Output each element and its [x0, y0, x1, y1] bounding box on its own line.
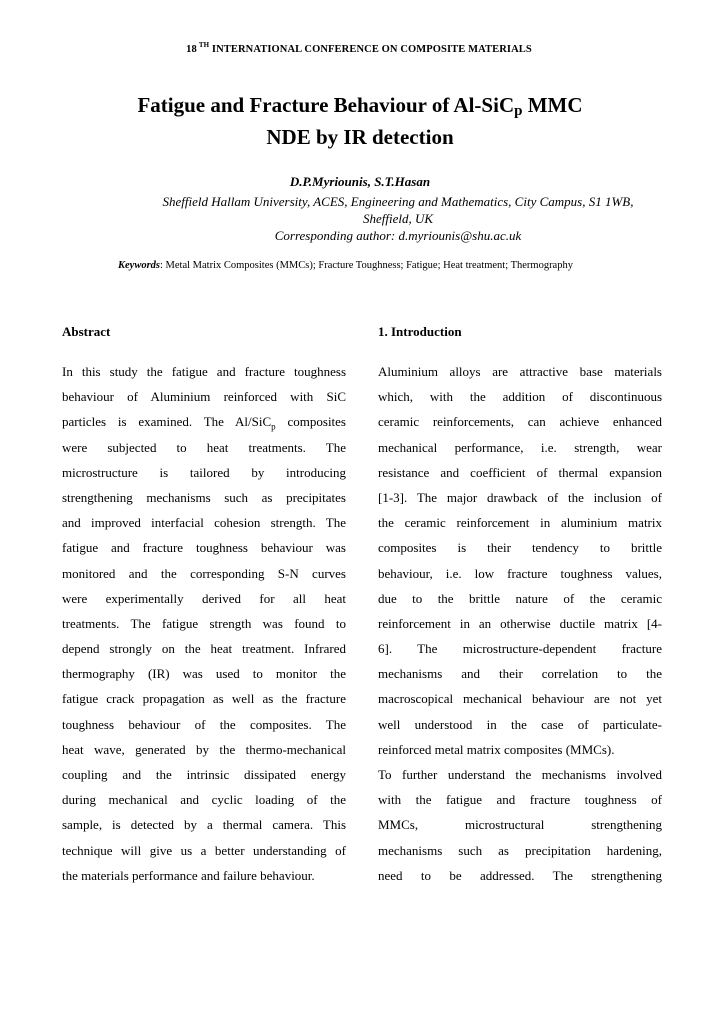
text-line: sample, is detected by a thermal camera. This	[62, 817, 346, 833]
text-line: were experimentally derived for all heat	[62, 590, 346, 606]
text-line: composites is their tendency to brittle	[378, 540, 662, 556]
text-line: strengthening mechanisms such as precipitates	[62, 489, 346, 505]
text-line: ceramic reinforcements, can achieve enhanced	[378, 414, 662, 430]
paper-title	[0, 92, 720, 150]
authors: D.P.Myriounis, S.T.Hasan	[289, 174, 431, 189]
keywords	[118, 260, 698, 271]
title-line-1	[0, 92, 720, 124]
introduction-body	[378, 359, 662, 888]
abstract-heading: Abstract	[62, 324, 111, 339]
title-subscript: p	[514, 103, 523, 119]
text-line: which, with the addition of discontinuous	[378, 389, 662, 405]
text-line: mechanical performance, i.e. strength, wear	[378, 439, 662, 455]
text-line: with the fatigue and fracture toughness of	[378, 792, 662, 808]
subscript: p	[271, 421, 276, 432]
text-line: monitored and the corresponding S-N curves	[62, 565, 346, 581]
text-fragment: particles is examined. The Al/SiC	[62, 414, 272, 430]
text-line: need to be addressed. The strengthening	[378, 867, 662, 883]
keywords-text: : Metal Matrix Composites (MMCs); Fracture Toughness; Fatigue; Heat treatment; Thermography	[160, 260, 573, 271]
abstract-body	[62, 359, 346, 888]
text-line: To further understand the mechanisms involved	[378, 767, 662, 782]
text-line	[62, 409, 346, 434]
text-line: Aluminium alloys are attractive base materials	[378, 364, 662, 379]
text-line: coupling and the intrinsic dissipated energy	[62, 767, 346, 782]
header-number: 18	[186, 44, 197, 55]
affiliation-line-2: Sheffield, UK	[362, 211, 434, 226]
text-line: treatments. The fatigue strength was found to	[62, 615, 346, 631]
corresponding-author: Corresponding author: d.myriounis@shu.ac.uk	[274, 228, 522, 243]
title-line-2: NDE by IR detection	[266, 125, 454, 149]
text-line: heat wave, generated by the thermo-mechanical	[62, 741, 346, 757]
abstract-section	[62, 322, 346, 888]
text-line: thermography (IR) was used to monitor the	[62, 666, 346, 682]
introduction-heading: 1. Introduction	[378, 324, 462, 339]
text-line: macroscopical mechanical behaviour are not yet	[378, 691, 662, 707]
text-line: MMCs, microstructural strengthening	[378, 817, 662, 833]
text-line: behaviour, i.e. low fracture toughness values,	[378, 565, 662, 581]
text-line: the materials performance and failure behaviour.	[62, 867, 315, 883]
title-line-1-prefix: Fatigue and Fracture Behaviour of Al-SiC	[137, 93, 515, 117]
affiliation-line-1: Sheffield Hallam University, ACES, Engineering and Mathematics, City Campus, S1 1WB,	[162, 194, 634, 209]
running-header	[0, 41, 720, 55]
text-line: mechanisms and their correlation to the	[378, 666, 662, 682]
text-fragment: composites	[275, 414, 346, 430]
text-line: reinforcement in an otherwise ductile matrix [4-	[378, 615, 662, 631]
text-line: resistance and coefficient of thermal expansion	[378, 464, 662, 480]
text-line: [1-3]. The major drawback of the inclusion of	[378, 489, 662, 505]
text-line: due to the brittle nature of the ceramic	[378, 590, 662, 606]
text-line: mechanisms such as precipitation hardening,	[378, 842, 662, 858]
header-superscript: TH	[198, 41, 210, 49]
text-line: reinforced metal matrix composites (MMCs).	[378, 741, 615, 757]
text-line: microstructure is tailored by introducing	[62, 464, 346, 480]
text-line: were subjected to heat treatments. The	[62, 439, 346, 455]
header-text: INTERNATIONAL CONFERENCE ON COMPOSITE MATERIALS	[209, 44, 532, 55]
text-line: In this study the fatigue and fracture toughness	[62, 364, 346, 379]
text-line: fatigue and fracture toughness behaviour was	[62, 540, 346, 556]
keywords-label: Keywords	[118, 260, 160, 271]
text-line: during mechanical and cyclic loading of the	[62, 792, 346, 808]
introduction-section	[378, 322, 662, 888]
title-line-1-suffix: MMC	[522, 93, 583, 117]
text-line: behaviour of Aluminium reinforced with SiC	[62, 389, 346, 405]
text-line: 6]. The microstructure-dependent fracture	[378, 641, 662, 657]
text-line: well understood in the case of particulate-	[378, 716, 662, 732]
text-line: technique will give us a better understanding of	[62, 842, 346, 858]
text-line: depend strongly on the heat treatment. Infrared	[62, 641, 346, 657]
text-line: fatigue crack propagation as well as the fracture	[62, 691, 346, 707]
text-line: toughness behaviour of the composites. The	[62, 716, 346, 732]
text-line: the ceramic reinforcement in aluminium matrix	[378, 515, 662, 531]
text-line: and improved interfacial cohesion strength. The	[62, 515, 346, 531]
affiliation	[120, 193, 676, 244]
